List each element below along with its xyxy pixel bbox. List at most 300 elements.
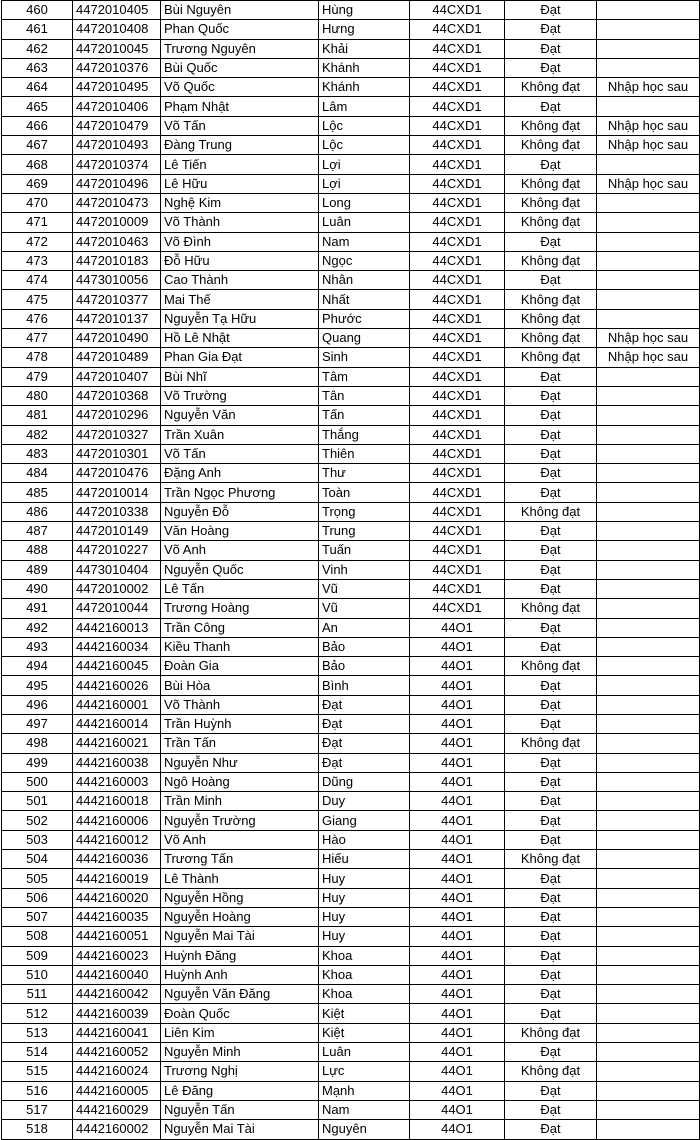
student-id-cell: 4472010376 [73, 58, 161, 77]
note-cell [597, 1081, 700, 1100]
class-cell: 44CXD1 [410, 232, 505, 251]
given-name-cell: Bảo [319, 637, 410, 656]
table-row [2, 251, 700, 270]
result-cell: Đạt [505, 560, 597, 579]
note-cell [597, 618, 700, 637]
student-id-cell: 4442160026 [73, 676, 161, 695]
table-row [2, 116, 700, 135]
given-name-cell: Huy [319, 927, 410, 946]
row-number-cell: 502 [2, 811, 73, 830]
given-name-cell: Khoa [319, 965, 410, 984]
class-cell: 44CXD1 [410, 271, 505, 290]
surname-cell: Trần Ngọc Phương [161, 483, 319, 502]
surname-cell: Nguyễn Như [161, 753, 319, 772]
table-row [2, 386, 700, 405]
result-cell: Không đạt [505, 309, 597, 328]
note-cell [597, 155, 700, 174]
result-cell: Đạt [505, 464, 597, 483]
class-cell: 44O1 [410, 1043, 505, 1062]
table-row [2, 714, 700, 733]
class-cell: 44CXD1 [410, 599, 505, 618]
surname-cell: Nguyễn Văn [161, 406, 319, 425]
row-number-cell: 467 [2, 136, 73, 155]
student-id-cell: 4472010044 [73, 599, 161, 618]
table-row [2, 502, 700, 521]
given-name-cell: Dũng [319, 772, 410, 791]
row-number-cell: 498 [2, 734, 73, 753]
row-number-cell: 482 [2, 425, 73, 444]
surname-cell: Bùi Hòa [161, 676, 319, 695]
result-cell: Đạt [505, 271, 597, 290]
table-row [2, 792, 700, 811]
given-name-cell: Luân [319, 213, 410, 232]
student-id-cell: 4472010002 [73, 579, 161, 598]
surname-cell: Võ Tấn [161, 116, 319, 135]
table-row [2, 20, 700, 39]
row-number-cell: 513 [2, 1023, 73, 1042]
result-cell: Đạt [505, 1120, 597, 1139]
given-name-cell: Hùng [319, 1, 410, 20]
table-row [2, 599, 700, 618]
row-number-cell: 484 [2, 464, 73, 483]
result-cell: Đạt [505, 232, 597, 251]
given-name-cell: Quang [319, 329, 410, 348]
student-results-table [1, 0, 700, 1140]
row-number-cell: 497 [2, 714, 73, 733]
class-cell: 44O1 [410, 772, 505, 791]
given-name-cell: Kiệt [319, 1004, 410, 1023]
row-number-cell: 496 [2, 695, 73, 714]
class-cell: 44O1 [410, 714, 505, 733]
given-name-cell: Nhất [319, 290, 410, 309]
surname-cell: Bùi Nhĩ [161, 367, 319, 386]
class-cell: 44CXD1 [410, 348, 505, 367]
surname-cell: Võ Thành [161, 695, 319, 714]
surname-cell: Cao Thành [161, 271, 319, 290]
given-name-cell: Vũ [319, 599, 410, 618]
class-cell: 44CXD1 [410, 541, 505, 560]
student-id-cell: 4472010183 [73, 251, 161, 270]
class-cell: 44CXD1 [410, 560, 505, 579]
student-id-cell: 4472010327 [73, 425, 161, 444]
row-number-cell: 499 [2, 753, 73, 772]
table-row [2, 965, 700, 984]
student-id-cell: 4442160003 [73, 772, 161, 791]
table-row [2, 39, 700, 58]
note-cell [597, 213, 700, 232]
given-name-cell: Luân [319, 1043, 410, 1062]
given-name-cell: Mạnh [319, 1081, 410, 1100]
student-id-cell: 4442160012 [73, 830, 161, 849]
given-name-cell: Khoa [319, 946, 410, 965]
student-id-cell: 4442160024 [73, 1062, 161, 1081]
surname-cell: Đỗ Hữu [161, 251, 319, 270]
student-id-cell: 4442160039 [73, 1004, 161, 1023]
row-number-cell: 493 [2, 637, 73, 656]
table-row [2, 618, 700, 637]
note-cell [597, 39, 700, 58]
surname-cell: Trần Tấn [161, 734, 319, 753]
row-number-cell: 460 [2, 1, 73, 20]
table-row [2, 464, 700, 483]
row-number-cell: 491 [2, 599, 73, 618]
student-id-cell: 4442160042 [73, 985, 161, 1004]
result-cell: Đạt [505, 965, 597, 984]
table-row [2, 348, 700, 367]
result-cell: Đạt [505, 483, 597, 502]
student-id-cell: 4472010149 [73, 522, 161, 541]
table-row [2, 811, 700, 830]
row-number-cell: 507 [2, 907, 73, 926]
table-row [2, 985, 700, 1004]
surname-cell: Nghệ Kim [161, 193, 319, 212]
student-id-cell: 4472010407 [73, 367, 161, 386]
result-cell: Không đạt [505, 850, 597, 869]
table-row [2, 58, 700, 77]
result-cell: Đạt [505, 927, 597, 946]
note-cell [597, 290, 700, 309]
note-cell [597, 830, 700, 849]
student-id-cell: 4442160013 [73, 618, 161, 637]
class-cell: 44CXD1 [410, 386, 505, 405]
given-name-cell: Vinh [319, 560, 410, 579]
table-row [2, 155, 700, 174]
table-row [2, 1062, 700, 1081]
row-number-cell: 475 [2, 290, 73, 309]
table-row [2, 522, 700, 541]
surname-cell: Đoàn Gia [161, 657, 319, 676]
result-cell: Đạt [505, 1043, 597, 1062]
note-cell: Nhập học sau [597, 174, 700, 193]
result-cell: Không đạt [505, 329, 597, 348]
student-id-cell: 4442160006 [73, 811, 161, 830]
student-id-cell: 4472010374 [73, 155, 161, 174]
class-cell: 44O1 [410, 946, 505, 965]
note-cell [597, 695, 700, 714]
given-name-cell: Thiên [319, 444, 410, 463]
row-number-cell: 509 [2, 946, 73, 965]
class-cell: 44CXD1 [410, 193, 505, 212]
given-name-cell: Kiệt [319, 1023, 410, 1042]
given-name-cell: Khoa [319, 985, 410, 1004]
student-id-cell: 4472010368 [73, 386, 161, 405]
student-id-cell: 4442160041 [73, 1023, 161, 1042]
given-name-cell: Thắng [319, 425, 410, 444]
class-cell: 44CXD1 [410, 20, 505, 39]
student-id-cell: 4472010408 [73, 20, 161, 39]
note-cell [597, 1062, 700, 1081]
surname-cell: Huỳnh Anh [161, 965, 319, 984]
student-id-cell: 4472010479 [73, 116, 161, 135]
student-id-cell: 4442160029 [73, 1100, 161, 1119]
student-id-cell: 4472010463 [73, 232, 161, 251]
class-cell: 44CXD1 [410, 367, 505, 386]
student-id-cell: 4472010489 [73, 348, 161, 367]
result-cell: Đạt [505, 425, 597, 444]
surname-cell: Phan Gia Đạt [161, 348, 319, 367]
result-cell: Đạt [505, 1004, 597, 1023]
result-cell: Đạt [505, 367, 597, 386]
surname-cell: Phạm Nhật [161, 97, 319, 116]
table-row [2, 174, 700, 193]
surname-cell: Võ Đình [161, 232, 319, 251]
student-id-cell: 4442160018 [73, 792, 161, 811]
student-id-cell: 4472010009 [73, 213, 161, 232]
given-name-cell: Trọng [319, 502, 410, 521]
result-cell: Không đạt [505, 174, 597, 193]
note-cell [597, 444, 700, 463]
table-row [2, 1023, 700, 1042]
result-cell: Đạt [505, 946, 597, 965]
surname-cell: Nguyễn Hoàng [161, 907, 319, 926]
given-name-cell: Duy [319, 792, 410, 811]
class-cell: 44CXD1 [410, 502, 505, 521]
surname-cell: Trương Nghị [161, 1062, 319, 1081]
result-cell: Đạt [505, 522, 597, 541]
surname-cell: Bùi Nguyên [161, 1, 319, 20]
given-name-cell: Lợi [319, 155, 410, 174]
class-cell: 44O1 [410, 1062, 505, 1081]
note-cell [597, 965, 700, 984]
given-name-cell: Tấn [319, 406, 410, 425]
table-row [2, 406, 700, 425]
row-number-cell: 503 [2, 830, 73, 849]
given-name-cell: Khải [319, 39, 410, 58]
result-cell: Đạt [505, 714, 597, 733]
note-cell [597, 193, 700, 212]
given-name-cell: Ngọc [319, 251, 410, 270]
surname-cell: Lê Tấn [161, 579, 319, 598]
note-cell [597, 1023, 700, 1042]
surname-cell: Trần Huỳnh [161, 714, 319, 733]
surname-cell: Ngô Hoàng [161, 772, 319, 791]
row-number-cell: 518 [2, 1120, 73, 1139]
class-cell: 44CXD1 [410, 444, 505, 463]
given-name-cell: Hưng [319, 20, 410, 39]
row-number-cell: 504 [2, 850, 73, 869]
row-number-cell: 461 [2, 20, 73, 39]
surname-cell: Trương Nguyên [161, 39, 319, 58]
table-row [2, 946, 700, 965]
row-number-cell: 473 [2, 251, 73, 270]
given-name-cell: An [319, 618, 410, 637]
result-cell: Đạt [505, 618, 597, 637]
student-id-cell: 4472010476 [73, 464, 161, 483]
class-cell: 44CXD1 [410, 309, 505, 328]
row-number-cell: 500 [2, 772, 73, 791]
table-row [2, 753, 700, 772]
row-number-cell: 512 [2, 1004, 73, 1023]
note-cell [597, 811, 700, 830]
note-cell [597, 541, 700, 560]
note-cell [597, 560, 700, 579]
given-name-cell: Phước [319, 309, 410, 328]
given-name-cell: Nguyên [319, 1120, 410, 1139]
table-row [2, 232, 700, 251]
row-number-cell: 463 [2, 58, 73, 77]
class-cell: 44O1 [410, 811, 505, 830]
row-number-cell: 470 [2, 193, 73, 212]
result-cell: Đạt [505, 541, 597, 560]
given-name-cell: Giang [319, 811, 410, 830]
student-id-cell: 4472010406 [73, 97, 161, 116]
result-cell: Không đạt [505, 213, 597, 232]
surname-cell: Kiều Thanh [161, 637, 319, 656]
table-row [2, 271, 700, 290]
row-number-cell: 472 [2, 232, 73, 251]
note-cell [597, 869, 700, 888]
given-name-cell: Đạt [319, 695, 410, 714]
student-id-cell: 4442160035 [73, 907, 161, 926]
result-cell: Đạt [505, 386, 597, 405]
surname-cell: Lê Tiến [161, 155, 319, 174]
note-cell: Nhập học sau [597, 136, 700, 155]
result-cell: Không đạt [505, 599, 597, 618]
surname-cell: Võ Quốc [161, 78, 319, 97]
class-cell: 44O1 [410, 1004, 505, 1023]
note-cell [597, 772, 700, 791]
class-cell: 44O1 [410, 907, 505, 926]
given-name-cell: Nam [319, 1100, 410, 1119]
row-number-cell: 510 [2, 965, 73, 984]
class-cell: 44O1 [410, 1100, 505, 1119]
surname-cell: Lê Hữu [161, 174, 319, 193]
table-row [2, 483, 700, 502]
table-row [2, 772, 700, 791]
result-cell: Không đạt [505, 290, 597, 309]
note-cell [597, 483, 700, 502]
note-cell [597, 676, 700, 695]
table-row [2, 444, 700, 463]
class-cell: 44CXD1 [410, 425, 505, 444]
student-id-cell: 4472010296 [73, 406, 161, 425]
surname-cell: Phan Quốc [161, 20, 319, 39]
given-name-cell: Sinh [319, 348, 410, 367]
class-cell: 44O1 [410, 753, 505, 772]
surname-cell: Võ Trường [161, 386, 319, 405]
class-cell: 44O1 [410, 850, 505, 869]
row-number-cell: 465 [2, 97, 73, 116]
student-id-cell: 4442160014 [73, 714, 161, 733]
note-cell [597, 1120, 700, 1139]
note-cell [597, 386, 700, 405]
given-name-cell: Lâm [319, 97, 410, 116]
row-number-cell: 480 [2, 386, 73, 405]
row-number-cell: 479 [2, 367, 73, 386]
note-cell [597, 1, 700, 20]
class-cell: 44CXD1 [410, 136, 505, 155]
class-cell: 44CXD1 [410, 251, 505, 270]
class-cell: 44O1 [410, 657, 505, 676]
row-number-cell: 495 [2, 676, 73, 695]
table-row [2, 1100, 700, 1119]
row-number-cell: 505 [2, 869, 73, 888]
class-cell: 44CXD1 [410, 522, 505, 541]
class-cell: 44O1 [410, 618, 505, 637]
result-cell: Đạt [505, 811, 597, 830]
result-cell: Không đạt [505, 1023, 597, 1042]
student-id-cell: 4473010404 [73, 560, 161, 579]
student-id-cell: 4472010137 [73, 309, 161, 328]
row-number-cell: 508 [2, 927, 73, 946]
row-number-cell: 516 [2, 1081, 73, 1100]
class-cell: 44O1 [410, 676, 505, 695]
row-number-cell: 506 [2, 888, 73, 907]
surname-cell: Nguyễn Hồng [161, 888, 319, 907]
student-id-cell: 4442160001 [73, 695, 161, 714]
result-cell: Đạt [505, 792, 597, 811]
table-row [2, 888, 700, 907]
result-cell: Đạt [505, 869, 597, 888]
table-row [2, 78, 700, 97]
note-cell [597, 850, 700, 869]
result-cell: Đạt [505, 637, 597, 656]
table-row [2, 657, 700, 676]
note-cell [597, 637, 700, 656]
student-id-cell: 4442160005 [73, 1081, 161, 1100]
row-number-cell: 485 [2, 483, 73, 502]
student-id-cell: 4442160052 [73, 1043, 161, 1062]
row-number-cell: 492 [2, 618, 73, 637]
given-name-cell: Lộc [319, 116, 410, 135]
surname-cell: Trần Công [161, 618, 319, 637]
given-name-cell: Lực [319, 1062, 410, 1081]
result-cell: Đạt [505, 1081, 597, 1100]
class-cell: 44CXD1 [410, 58, 505, 77]
surname-cell: Lê Đăng [161, 1081, 319, 1100]
result-cell: Đạt [505, 1100, 597, 1119]
row-number-cell: 469 [2, 174, 73, 193]
note-cell: Nhập học sau [597, 116, 700, 135]
row-number-cell: 477 [2, 329, 73, 348]
surname-cell: Hồ Lê Nhật [161, 329, 319, 348]
class-cell: 44O1 [410, 637, 505, 656]
class-cell: 44O1 [410, 985, 505, 1004]
note-cell [597, 406, 700, 425]
class-cell: 44CXD1 [410, 39, 505, 58]
class-cell: 44O1 [410, 888, 505, 907]
surname-cell: Bùi Quốc [161, 58, 319, 77]
class-cell: 44O1 [410, 1120, 505, 1139]
note-cell [597, 1043, 700, 1062]
result-cell: Đạt [505, 772, 597, 791]
row-number-cell: 490 [2, 579, 73, 598]
result-cell: Đạt [505, 444, 597, 463]
class-cell: 44O1 [410, 1081, 505, 1100]
result-cell: Đạt [505, 676, 597, 695]
result-cell: Không đạt [505, 193, 597, 212]
result-cell: Không đạt [505, 348, 597, 367]
result-cell: Đạt [505, 1, 597, 20]
student-id-cell: 4472010338 [73, 502, 161, 521]
student-id-cell: 4472010301 [73, 444, 161, 463]
result-cell: Đạt [505, 830, 597, 849]
table-row [2, 695, 700, 714]
note-cell [597, 1004, 700, 1023]
surname-cell: Nguyễn Mai Tài [161, 927, 319, 946]
table-body [2, 1, 700, 1140]
result-cell: Đạt [505, 907, 597, 926]
surname-cell: Trần Minh [161, 792, 319, 811]
note-cell [597, 20, 700, 39]
note-cell [597, 522, 700, 541]
row-number-cell: 471 [2, 213, 73, 232]
table-row [2, 329, 700, 348]
student-id-cell: 4442160045 [73, 657, 161, 676]
result-cell: Đạt [505, 58, 597, 77]
class-cell: 44O1 [410, 695, 505, 714]
student-id-cell: 4442160036 [73, 850, 161, 869]
